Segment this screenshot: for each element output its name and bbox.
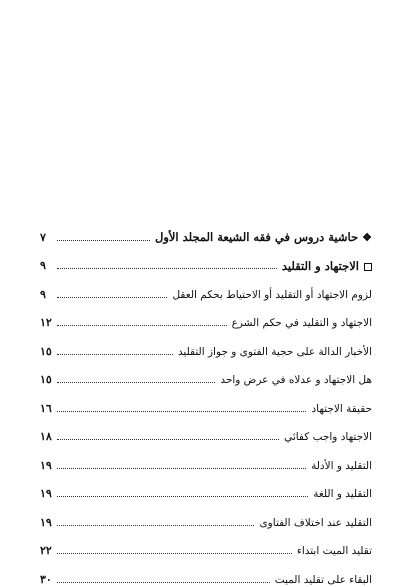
toc-entry-page-number: ٣٠ (40, 572, 52, 586)
toc-entry[interactable] (40, 416, 372, 445)
dot-leader (57, 324, 227, 326)
toc-entry-title: التقليد و الأدلة (311, 459, 372, 472)
toc-entry-page-number: ٩ (40, 259, 46, 272)
toc-entry-title: البقاء على تقليد الميت (274, 573, 372, 586)
toc-entry-page-number: ١٢ (40, 316, 52, 329)
toc-entry[interactable] (40, 558, 372, 587)
toc-entry[interactable] (40, 359, 372, 388)
toc-entry[interactable] (40, 273, 372, 302)
dot-leader (57, 239, 150, 241)
toc-entry-title: الاجتهاد و التقليد في حكم الشرع (231, 317, 372, 329)
toc-entry-title: تقليد الميت ابتداء (296, 545, 372, 557)
toc-entry-section-heading[interactable] (40, 216, 372, 245)
toc-entry-title: التقليد عند اختلاف الفتاوى (259, 516, 372, 529)
toc-entry-page-number: ١٩ (40, 515, 52, 529)
toc-entry-page-number: ٧ (40, 230, 46, 244)
dot-leader (57, 495, 308, 497)
four-diamond-bullet-icon: ❖ (362, 230, 372, 244)
checkbox-icon (364, 263, 372, 271)
toc-entry-page-number: ١٩ (40, 487, 52, 500)
toc-entry[interactable] (40, 387, 372, 416)
toc-entry-title: حقيقة الاجتهاد (311, 402, 372, 415)
toc-entry[interactable] (40, 330, 372, 359)
toc-entry-title (280, 259, 372, 273)
toc-entry-title: هل الاجتهاد و عدلاه في عرض واحد (220, 374, 372, 386)
toc-entry-page-number: ١٨ (40, 430, 52, 443)
toc-entry-title-text: الاجتهاد و التقليد (281, 259, 359, 273)
dot-leader (57, 410, 306, 412)
toc-entry[interactable] (40, 444, 372, 473)
toc-entry-page-number: ١٥ (40, 373, 52, 386)
dot-leader (57, 467, 306, 469)
toc-entry-title: لزوم الاجتهاد أو التقليد أو الاحتياط بحكم العقل (172, 288, 372, 301)
table-of-contents (40, 216, 372, 587)
toc-entry[interactable] (40, 501, 372, 530)
toc-entry-title: الاجتهاد واجب كفائي (284, 431, 372, 443)
toc-entry[interactable] (40, 530, 372, 559)
toc-entry-title-text: حاشية دروس في فقه الشيعة المجلد الأول (154, 229, 359, 244)
dot-leader (57, 353, 173, 355)
dot-leader (57, 381, 215, 383)
toc-entry-title (153, 230, 372, 245)
toc-entry[interactable] (40, 473, 372, 502)
dot-leader (57, 296, 167, 298)
toc-entry-page-number: ١٩ (40, 458, 52, 472)
dot-leader (57, 581, 270, 583)
toc-entry-title: التقليد و اللغة (313, 488, 372, 500)
dot-leader (57, 524, 254, 526)
toc-entry-title: الأخبار الدالة على حجية الفتوى و جواز التقليد (177, 345, 372, 358)
dot-leader (57, 438, 279, 440)
toc-entry-chapter-heading[interactable] (40, 245, 372, 274)
toc-entry-page-number: ٢٢ (40, 544, 52, 557)
toc-entry-page-number: ١٦ (40, 401, 52, 415)
dot-leader (57, 267, 277, 269)
toc-entry-page-number: ٩ (40, 287, 46, 301)
dot-leader (57, 552, 292, 554)
toc-entry[interactable] (40, 302, 372, 331)
toc-entry-page-number: ١٥ (40, 344, 52, 358)
